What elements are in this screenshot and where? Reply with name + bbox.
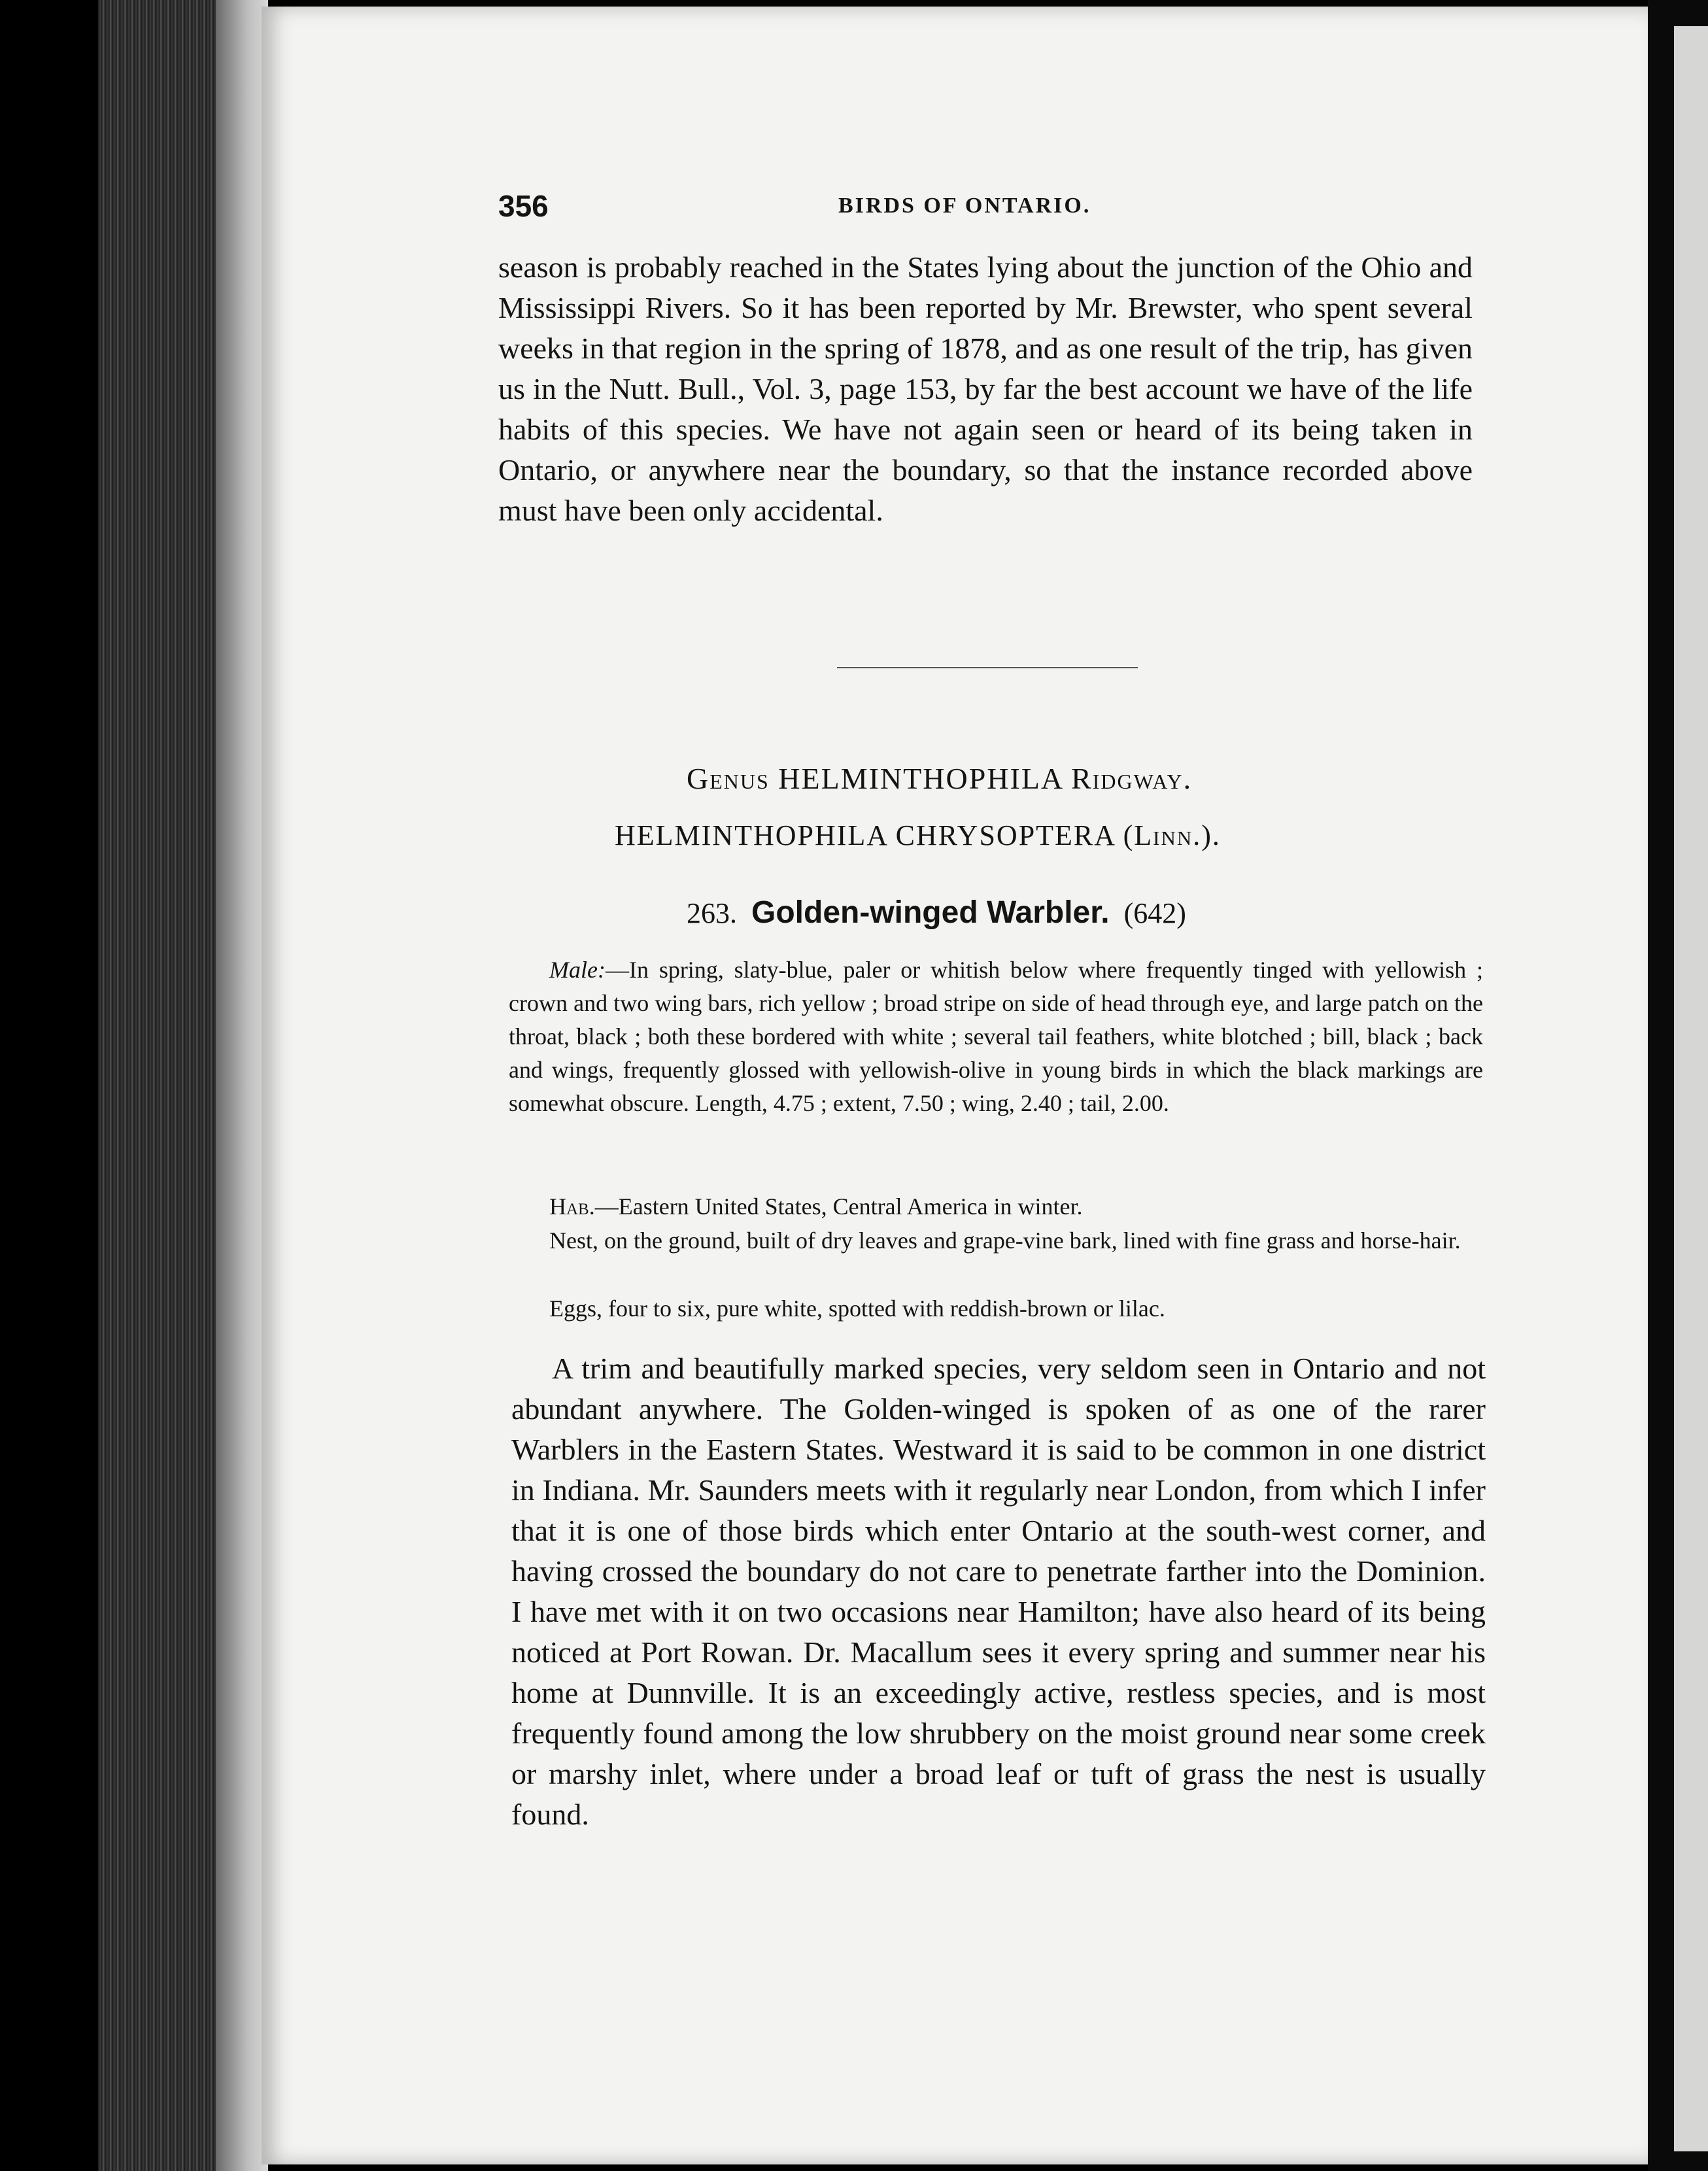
running-head: BIRDS OF ONTARIO. xyxy=(838,194,1091,218)
description-nest: Nest, on the ground, built of dry leaves and grape-vine bark, lined with fine grass and horse-hair. xyxy=(549,1227,1461,1254)
hab-text: —Eastern United States, Central America in winter. xyxy=(594,1193,1083,1220)
male-text: —In spring, slaty-blue, paler or whitish below where frequently tinged with yellowish ; crown and two wing bars, rich yellow ; broad stripe on side of head through eye, and large patch on the throat, black ; both these bordered with white ; several tail feathers, white blotched ; bill, black ; back and wings, frequently glossed with yellowish-olive in young birds in which the black markings are somewhat obscure. Length, 4.75 ; extent, 7.50 ; wing, 2.40 ; tail, 2.00. xyxy=(509,957,1483,1116)
entry-number: 263. xyxy=(687,897,737,929)
genus-authority: Ridgway. xyxy=(1071,762,1193,795)
male-label: Male: xyxy=(549,957,606,983)
description-habitat xyxy=(509,1190,1483,1223)
entry-reference: (642) xyxy=(1123,897,1186,929)
book-gutter-shadow xyxy=(216,0,268,2171)
main-paragraph: A trim and beautifully marked species, very seldom seen in Ontario and not abundant anywhere. The Golden-winged is spoken of as one of the rarer Warblers in the Eastern States. Westward it is said to be common in one district in Indiana. Mr. Saunders meets with it regularly near London, from which I infer that it is one of those birds which enter Ontario at the south-west corner, and having crossed the boundary do not care to penetrate farther into the Dominion. I have met with it on two occasions near Hamilton; have also heard of its being noticed at Port Rowan. Dr. Macallum sees it every spring and summer near his home at Dunnville. It is an exceedingly active, restless species, and is most frequently found among the low shrubbery on the moist ground near some creek or marshy inlet, where under a broad leaf or tuft of grass the nest is usually found. xyxy=(511,1352,1486,1831)
page-number: 356 xyxy=(498,189,549,223)
continuation-paragraph: season is probably reached in the States lying about the junction of the Ohio and Mississippi Rivers. So it has been reported by Mr. Brewster, who spent several weeks in that region in the spring of 1878, and as one result of the trip, has given us in the Nutt. Bull., Vol. 3, page 153, by far the best account we have of the life habits of this species. We have not again seen or heard of its being taken in Ontario, or anywhere near the boundary, so that the instance recorded above must have been only accidental. xyxy=(498,250,1473,527)
page-header xyxy=(498,188,1218,234)
genus-prefix: Genus xyxy=(687,762,770,795)
facing-page-edge xyxy=(1674,26,1708,2151)
species-name: HELMINTHOPHILA CHRYSOPTERA xyxy=(615,819,1115,851)
description-male xyxy=(509,953,1483,1120)
entry-heading xyxy=(687,895,1186,931)
genus-heading xyxy=(687,761,1192,796)
description-eggs: Eggs, four to six, pure white, spotted with reddish-brown or lilac. xyxy=(549,1295,1165,1322)
hab-label: Hab. xyxy=(549,1193,595,1220)
common-name: Golden-winged Warbler. xyxy=(751,895,1110,930)
species-authority: (Linn.). xyxy=(1123,819,1221,851)
species-heading xyxy=(615,819,1221,852)
genus-name: HELMINTHOPHILA xyxy=(778,762,1063,795)
section-divider xyxy=(837,667,1138,668)
